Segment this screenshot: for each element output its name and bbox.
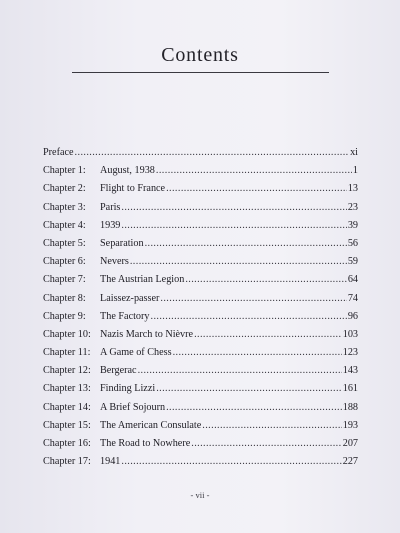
toc-chapter-title: Finding Lizzi bbox=[100, 383, 156, 395]
toc-chapter-title: August, 1938 bbox=[100, 165, 155, 177]
toc-chapter-number: Chapter 12: bbox=[43, 365, 91, 377]
toc-chapter-number: Chapter 8: bbox=[43, 292, 86, 304]
toc-chapter-number: Chapter 3: bbox=[43, 201, 86, 213]
toc-chapter-title: Laissez-passer bbox=[100, 292, 160, 304]
toc-chapter-number: Chapter 9: bbox=[43, 310, 86, 322]
toc-chapter-title: Paris bbox=[100, 201, 121, 213]
toc-preface-title: Preface bbox=[43, 147, 74, 158]
toc-page-number: 1 bbox=[352, 165, 358, 177]
toc-row bbox=[43, 293, 358, 311]
dot-leader bbox=[156, 383, 342, 394]
title-rule bbox=[72, 72, 329, 73]
show-through-text bbox=[272, 8, 382, 158]
dot-leader bbox=[130, 256, 347, 267]
toc-row bbox=[43, 438, 358, 456]
toc-row bbox=[43, 420, 358, 438]
toc-page-number: 96 bbox=[347, 310, 358, 322]
toc-chapter-title: The Factory bbox=[100, 310, 150, 322]
toc-page-number: 23 bbox=[347, 201, 358, 213]
toc-chapter-title: 1939 bbox=[100, 219, 121, 231]
toc-chapter-number: Chapter 1: bbox=[43, 165, 86, 177]
toc-page-number: 59 bbox=[347, 256, 358, 268]
toc-row bbox=[43, 329, 358, 347]
toc-page-number: 74 bbox=[347, 292, 358, 304]
dot-leader bbox=[75, 147, 350, 158]
toc-chapter-number: Chapter 2: bbox=[43, 183, 86, 195]
toc-chapter-title: Nazis March to Nièvre bbox=[100, 328, 194, 340]
toc-page-number: 103 bbox=[342, 328, 358, 340]
toc-chapter-number: Chapter 13: bbox=[43, 383, 91, 395]
toc-page-number: 207 bbox=[342, 438, 358, 449]
toc-chapter-title: Nevers bbox=[100, 256, 129, 268]
toc-chapter-number: Chapter 6: bbox=[43, 256, 86, 268]
toc-chapter-title: A Game of Chess bbox=[100, 347, 172, 359]
dot-leader bbox=[191, 438, 341, 449]
toc-row bbox=[43, 202, 358, 220]
toc-page-number: 143 bbox=[342, 365, 358, 377]
toc-row bbox=[43, 347, 358, 365]
toc-row bbox=[43, 220, 358, 238]
toc-page-number: 56 bbox=[347, 237, 358, 249]
toc-page-number: 64 bbox=[347, 274, 358, 286]
dot-leader bbox=[160, 293, 346, 304]
dot-leader bbox=[151, 311, 347, 322]
toc-chapter-title: Flight to France bbox=[100, 183, 166, 195]
page-title: Contents bbox=[161, 44, 239, 66]
dot-leader bbox=[202, 420, 341, 431]
toc-row bbox=[43, 165, 358, 183]
toc-chapter-number: Chapter 10: bbox=[43, 328, 91, 340]
toc-chapter-title: 1941 bbox=[100, 456, 121, 468]
dot-leader bbox=[156, 165, 352, 176]
dot-leader bbox=[185, 274, 347, 285]
toc-chapter-number: Chapter 15: bbox=[43, 419, 91, 431]
toc-page-number: 39 bbox=[347, 219, 358, 231]
toc-row bbox=[43, 365, 358, 383]
toc-chapter-title: Bergerac bbox=[100, 365, 137, 377]
toc-preface-page: xi bbox=[350, 147, 358, 158]
dot-leader bbox=[166, 183, 347, 194]
toc-chapter-number: Chapter 5: bbox=[43, 237, 86, 249]
page-number: - vii - bbox=[190, 490, 210, 500]
dot-leader bbox=[121, 202, 346, 213]
toc-chapter-list bbox=[43, 165, 358, 474]
toc-page-number: 123 bbox=[342, 347, 358, 359]
toc-row-preface bbox=[43, 147, 358, 165]
toc-page-number: 188 bbox=[342, 401, 358, 413]
dot-leader bbox=[121, 220, 346, 231]
toc-row bbox=[43, 183, 358, 201]
toc-page-number: 13 bbox=[347, 183, 358, 195]
toc-chapter-title: The Road to Nowhere bbox=[100, 438, 191, 449]
toc-row bbox=[43, 256, 358, 274]
toc-page-number: 161 bbox=[342, 383, 358, 395]
dot-leader bbox=[138, 365, 342, 376]
toc-chapter-number: Chapter 16: bbox=[43, 438, 91, 449]
toc-row bbox=[43, 311, 358, 329]
toc-chapter-title: Separation bbox=[100, 237, 144, 249]
table-of-contents bbox=[43, 147, 358, 474]
toc-chapter-title: The American Consulate bbox=[100, 419, 202, 431]
dot-leader bbox=[145, 238, 347, 249]
toc-chapter-title: A Brief Sojourn bbox=[100, 401, 166, 413]
toc-chapter-number: Chapter 14: bbox=[43, 401, 91, 413]
dot-leader bbox=[173, 347, 342, 358]
toc-chapter-number: Chapter 7: bbox=[43, 274, 86, 286]
dot-leader bbox=[166, 402, 342, 413]
dot-leader bbox=[121, 456, 341, 467]
toc-chapter-number: Chapter 11: bbox=[43, 347, 91, 359]
toc-row bbox=[43, 383, 358, 401]
toc-page-number: 193 bbox=[342, 419, 358, 431]
toc-row bbox=[43, 456, 358, 474]
toc-chapter-number: Chapter 4: bbox=[43, 219, 86, 231]
toc-chapter-number: Chapter 17: bbox=[43, 456, 91, 468]
toc-row bbox=[43, 238, 358, 256]
dot-leader bbox=[194, 329, 342, 340]
toc-page-number: 227 bbox=[342, 456, 358, 468]
toc-row bbox=[43, 274, 358, 292]
toc-row bbox=[43, 402, 358, 420]
toc-chapter-title: The Austrian Legion bbox=[100, 274, 185, 286]
